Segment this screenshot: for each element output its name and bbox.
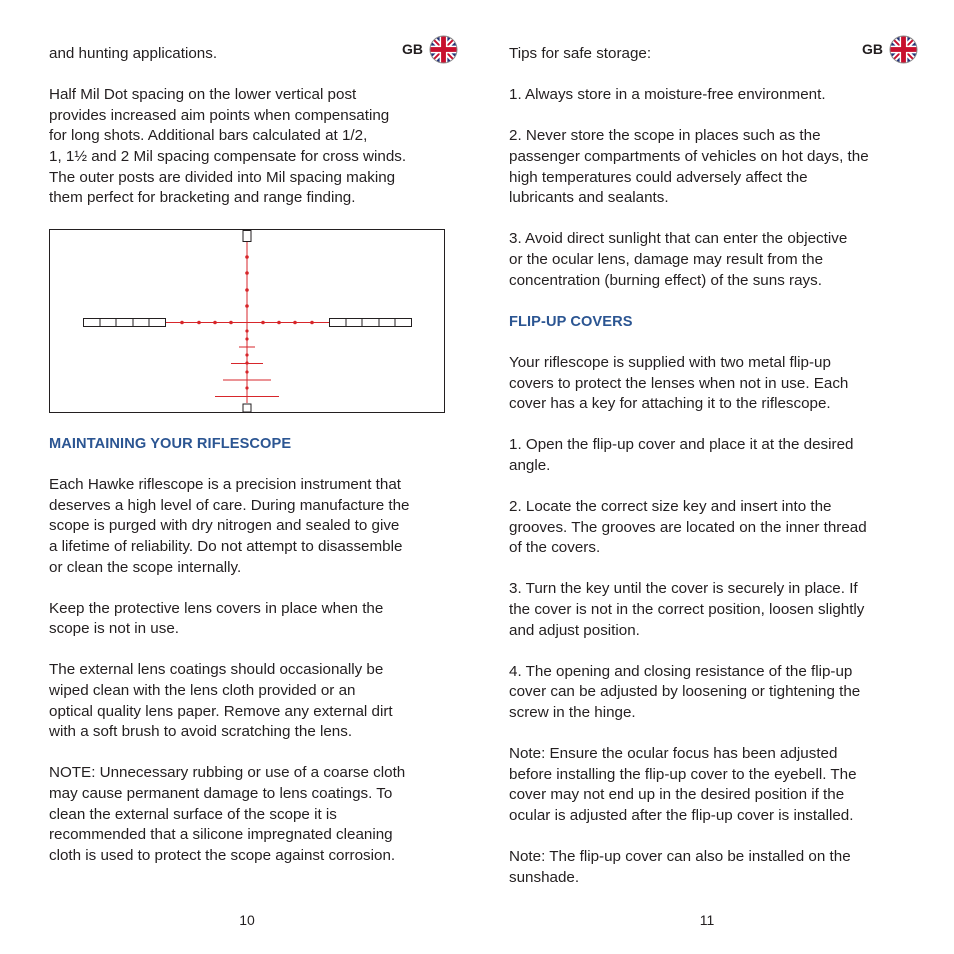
- right-horizontal-post: [330, 319, 412, 327]
- left-horizontal-post: [84, 319, 166, 327]
- bottom-post: [243, 404, 251, 412]
- reticle-diagram: [49, 229, 445, 413]
- top-post: [243, 231, 251, 242]
- storage-heading: Tips for safe storage:: [509, 45, 652, 62]
- paragraph: 3. Turn the key until the cover is securely in place. If the cover is not in the correct position, loosen slightly and adjust position.: [509, 580, 865, 639]
- paragraph: Each Hawke riflescope is a precision instrument that deserves a high level of care. During manufacture the scope is purged with dry nitrogen and sealed to give a lifetime of reliability. Do not attempt to disassemble or clean the scope internally.: [49, 476, 410, 576]
- intro-text: and hunting applications.: [49, 45, 218, 62]
- section-heading-maintaining: MAINTAINING YOUR RIFLESCOPE: [49, 435, 292, 452]
- paragraph: 2. Locate the correct size key and insert into the grooves. The grooves are located on the inner thread of the covers.: [509, 498, 867, 557]
- paragraph: The external lens coatings should occasionally be wiped clean with the lens cloth provided or an optical quality lens paper. Remove any external dirt with a soft brush to avoid scratching the lens.: [49, 661, 393, 741]
- left-column: [49, 44, 447, 887]
- reticle-description: Half Mil Dot spacing on the lower vertical post provides increased aim points when compensating for long shots. Additional bars calculated at 1/2, 1, 1½ and 2 Mil spacing compensate for cross winds. The outer posts are divided into Mil spacing making them perfect for bracketing and range finding.: [49, 86, 407, 207]
- paragraph: 1. Open the flip-up cover and place it at the desired angle.: [509, 436, 854, 474]
- paragraph: Note: Ensure the ocular focus has been adjusted before installing the flip-up cover to the eyebell. The cover may not end up in the desired position if the ocular is adjusted after the flip-up cover is installed.: [509, 745, 857, 824]
- country-code: GB: [402, 41, 423, 57]
- reticle-svg: [50, 230, 444, 412]
- paragraph: NOTE: Unnecessary rubbing or use of a coarse cloth may cause permanent damage to lens coatings. To clean the external surface of the scope it is recommended that a silicone impregnated cleaning cloth is used to protect the scope against corrosion.: [49, 764, 406, 864]
- storage-tip: 2. Never store the scope in places such as the passenger compartments of vehicles on hot days, the high temperatures could adversely affect the lubricants and sealants.: [509, 127, 869, 207]
- section-heading-flip-up: FLIP-UP COVERS: [509, 313, 633, 330]
- storage-tip: 3. Avoid direct sunlight that can enter the objective or the ocular lens, damage may result from the concentration (burning effect) of the suns rays.: [509, 230, 848, 289]
- right-page: [477, 0, 954, 954]
- paragraph: Note: The flip-up cover can also be installed on the sunshade.: [509, 848, 851, 886]
- right-column: [509, 44, 907, 909]
- country-code: GB: [862, 41, 883, 57]
- page-number: 11: [699, 912, 715, 928]
- paragraph: Keep the protective lens covers in place when the scope is not in use.: [49, 599, 384, 638]
- paragraph: Your riflescope is supplied with two metal flip-up covers to protect the lenses when not in use. Each cover has a key for attaching it to the riflescope.: [509, 353, 849, 413]
- red-crosshair: [166, 242, 329, 403]
- storage-tip: 1. Always store in a moisture-free environment.: [509, 86, 826, 104]
- page-number: 10: [239, 912, 255, 928]
- paragraph: 4. The opening and closing resistance of the flip-up cover can be adjusted by loosening or tightening the screw in the hinge.: [509, 662, 861, 721]
